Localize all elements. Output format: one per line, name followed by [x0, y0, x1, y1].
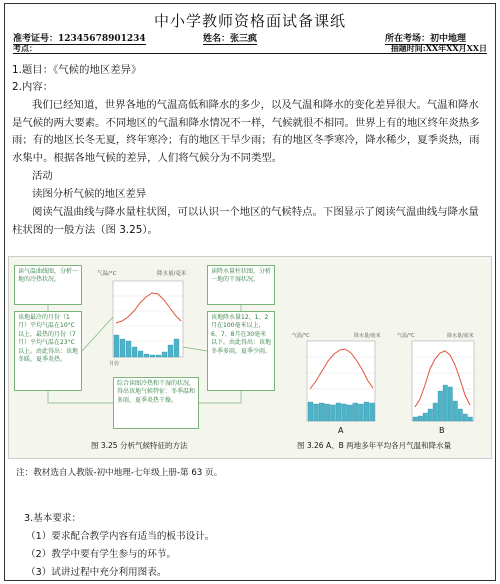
method-box-temperature-analysis: 该地最冷的月份（1月）平均气温在10°C以上，最热的月份（7月）平均气温在23°C以上。由此得出：该地冬暖，夏季炎热。 [14, 311, 82, 391]
method-chart-x-unit: 月份 [109, 361, 120, 367]
svg-text:气温/°C: 气温/°C [292, 333, 310, 339]
source-note: 注：教材选自人教版-初中地理-七年级上册-第 63 页。 [16, 468, 223, 478]
figure-graphics [9, 257, 493, 460]
temp-axis-label: 气温/°C [97, 271, 117, 277]
method-chart [97, 269, 187, 367]
method-box-temperature: 读气温曲线图，分析一地的冷热状况。 [14, 265, 82, 305]
chart-b-label: B [439, 426, 445, 435]
content-paragraph-1: 我们已经知道，世界各地的气温高低和降水的多少，以及气温和降水的变化差异很大。气温和降水是气候的两大要素。不同地区的气温和降水情况不一样，气候就很不相同。世界上有的地区终年炎热多雨；有的地区长冬无夏，终年寒冷；有的地区干旱少雨；有的地区冬季寒冷，降水稀少，夏季炎热，雨水集中。根据各地气候的差异，人们将气候分为不同类型。 [12, 99, 480, 164]
precip-axis-label: 降水量/毫米 [157, 271, 187, 277]
requirement-item-1: （1）要求配合教学内容有适当的板书设计。 [26, 531, 215, 542]
method-box-precipitation: 读降水量柱状图，分析一地的干湿状况。 [207, 265, 275, 305]
method-box-conclusion: 综合读图冷热和干湿的状况，得出该地气候特征：冬季温和多雨，夏季炎热干燥。 [113, 377, 199, 429]
question-2: 2.内容： [12, 81, 54, 93]
climate-chart-a [292, 332, 381, 435]
textbook-figure [8, 256, 492, 459]
chart-a-label: A [338, 426, 344, 435]
activity-heading: 活动 [32, 170, 53, 182]
method-box-precipitation-analysis: 该地降水量12、1、2月在100毫米以上，6、7、8月在30毫米以下。由此得出：该地冬季多雨，夏季少雨。 [207, 311, 275, 391]
svg-text:气温/°C: 气温/°C [397, 333, 415, 339]
climate-chart-b [397, 332, 474, 435]
page-title: 中小学教师资格面试备课纸 [153, 12, 346, 30]
content-paragraph-2: 阅读气温曲线与降水量柱状图，可以认识一个地区的气候特点。下图显示了阅读气温曲线与降水量柱状图的一般方法（图 3.25）。 [12, 206, 479, 236]
ticket-number: 准考证号：12345678901234 [13, 31, 146, 45]
exam-point: 考点： [13, 43, 37, 53]
candidate-name: 姓名：张三疯 [203, 31, 257, 45]
header-row [13, 31, 487, 42]
requirement-item-2: （2）教学中要有学生参与的环节。 [26, 549, 177, 560]
figure-caption-3-26: 图 3.26 A、B 两地多年平均各月气温和降水量 [297, 441, 452, 450]
figure-caption-3-25: 图 3.25 分析气候特征的方法 [91, 441, 188, 450]
svg-text:降水量/毫米: 降水量/毫米 [354, 333, 381, 339]
requirements-title: 3.基本要求： [24, 513, 82, 524]
requirement-item-3: （3）试讲过程中充分利用图表。 [26, 567, 167, 578]
exam-room: 所在考场：初中地理 [385, 31, 466, 45]
question-1: 1.题目：《气候的地区差异》 [12, 64, 142, 76]
draw-time: 抽题时间:XX年XX月XX日 [390, 43, 487, 53]
svg-text:降水量/毫米: 降水量/毫米 [447, 333, 474, 339]
activity-subheading: 读图分析气候的地区差异 [32, 188, 147, 200]
header-row-2 [13, 43, 487, 54]
